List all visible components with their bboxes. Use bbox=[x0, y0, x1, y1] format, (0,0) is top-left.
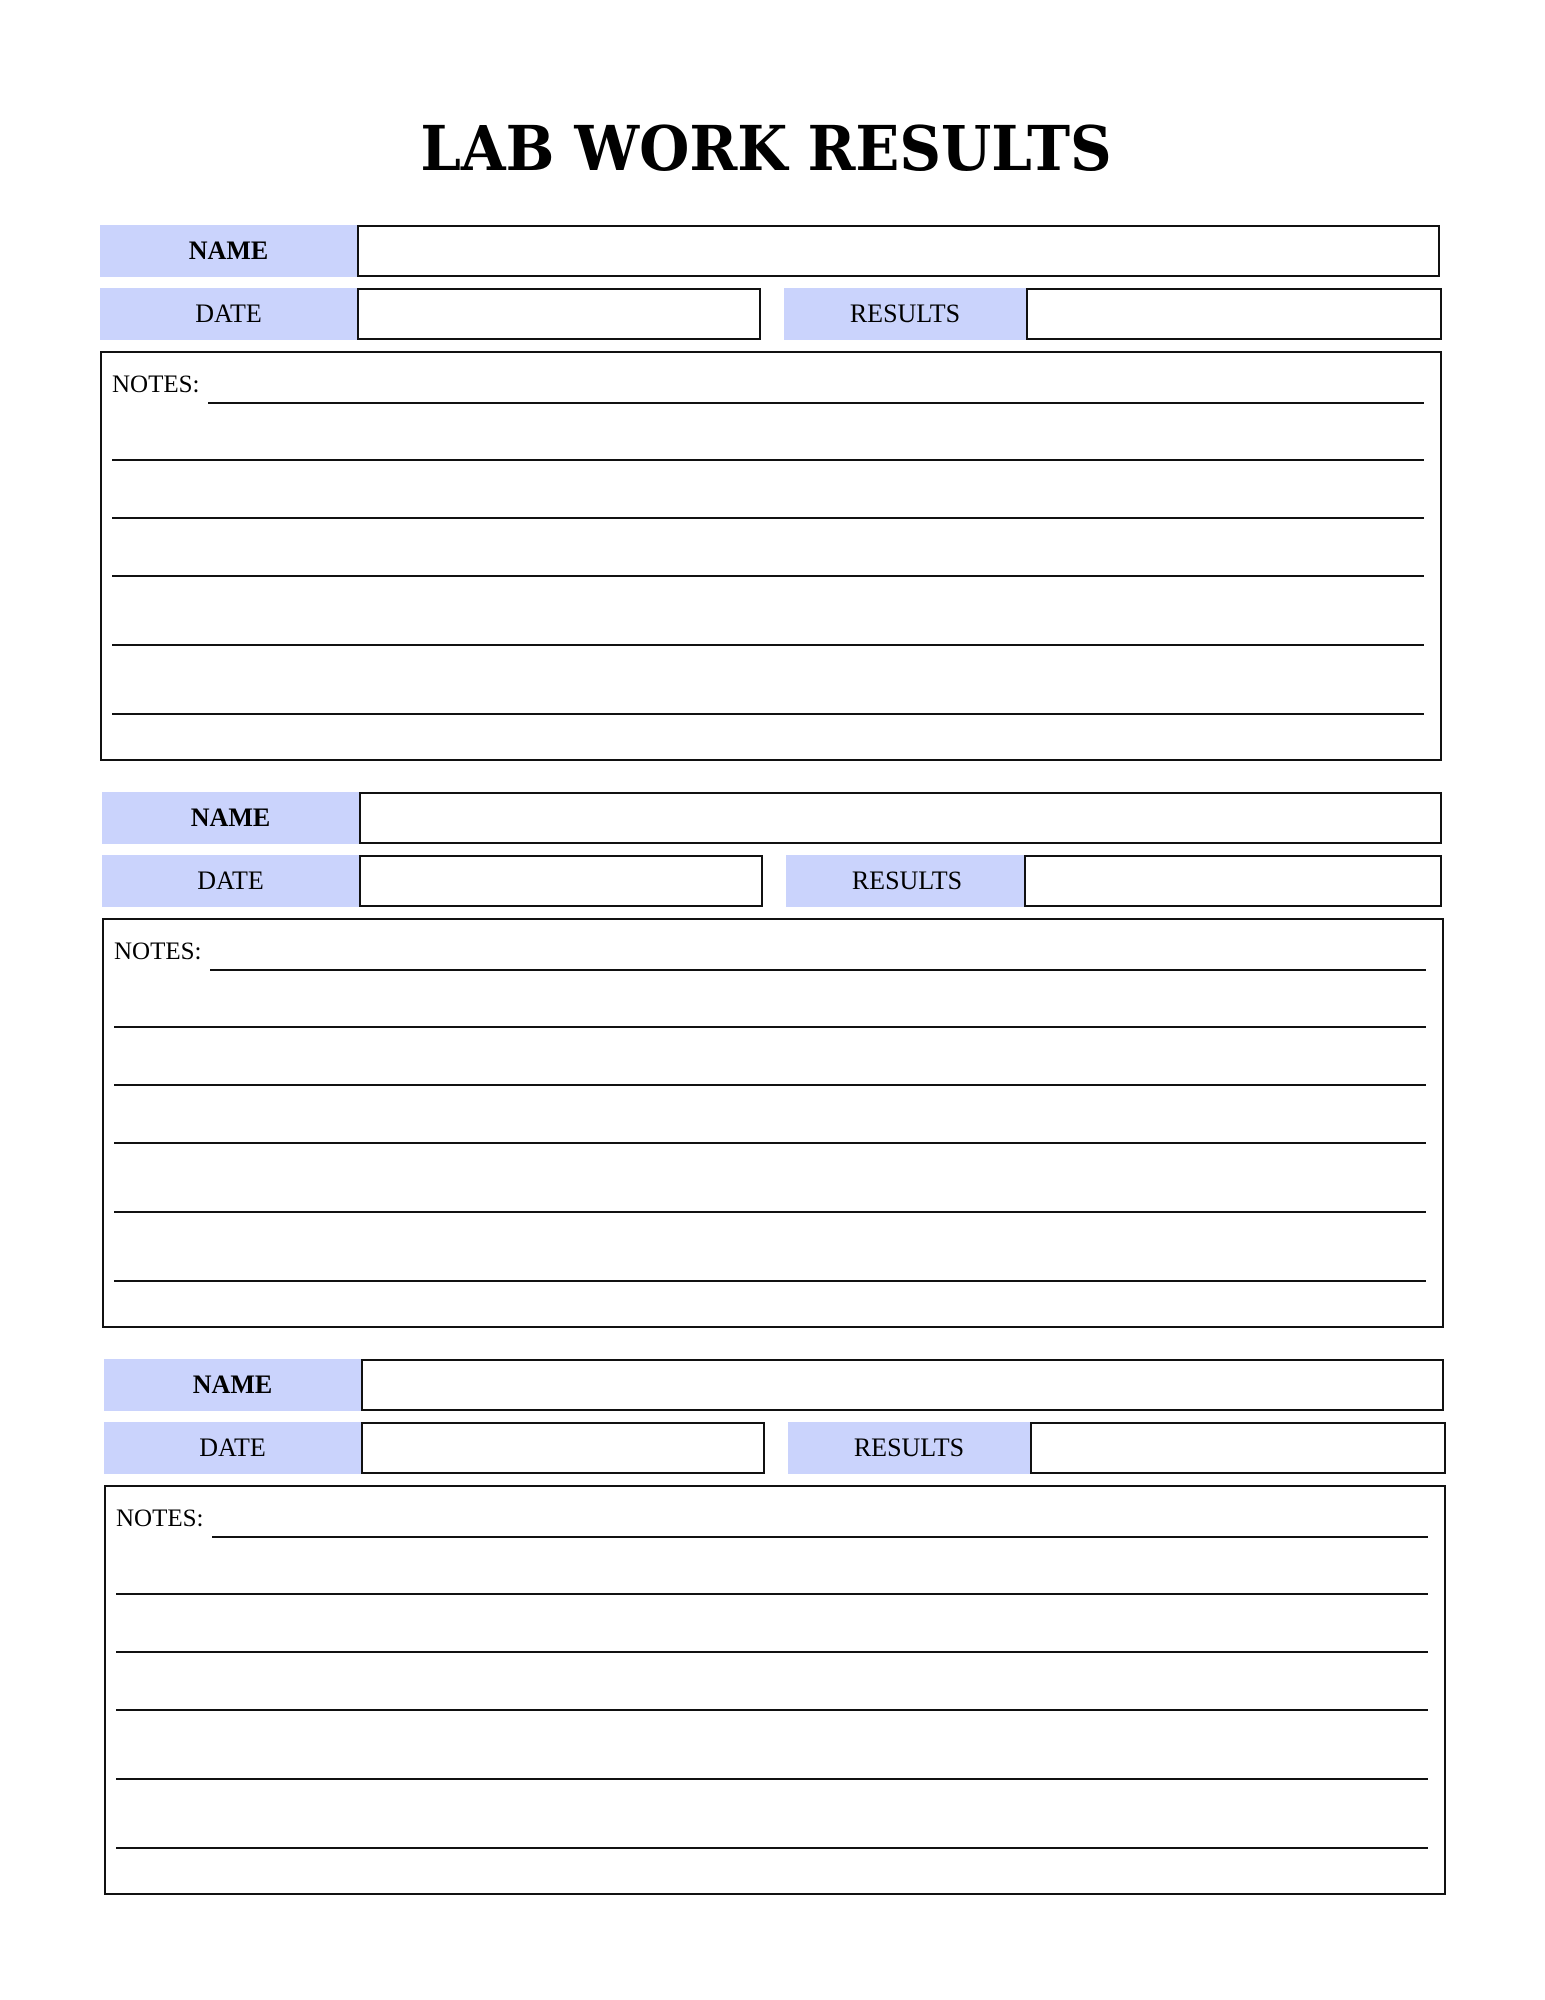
name-field[interactable] bbox=[357, 225, 1440, 277]
note-line[interactable] bbox=[114, 1280, 1426, 1282]
notes-box[interactable] bbox=[102, 918, 1444, 1328]
results-label: RESULTS bbox=[784, 288, 1026, 340]
note-line[interactable] bbox=[112, 459, 1424, 461]
notes-label: NOTES: bbox=[114, 938, 202, 965]
page-title: LAB WORK RESULTS bbox=[420, 112, 1112, 185]
note-line[interactable] bbox=[212, 1536, 1428, 1538]
lab-entry-section-3 bbox=[104, 1359, 1449, 1899]
note-line[interactable] bbox=[112, 575, 1424, 577]
lab-entry-section-1 bbox=[100, 225, 1445, 765]
note-line[interactable] bbox=[114, 1211, 1426, 1213]
note-line[interactable] bbox=[208, 402, 1424, 404]
note-line[interactable] bbox=[112, 517, 1424, 519]
results-field[interactable] bbox=[1030, 1422, 1446, 1474]
name-label: NAME bbox=[100, 225, 357, 277]
results-label: RESULTS bbox=[788, 1422, 1030, 1474]
date-label: DATE bbox=[104, 1422, 361, 1474]
name-field[interactable] bbox=[361, 1359, 1444, 1411]
name-label: NAME bbox=[102, 792, 359, 844]
notes-box[interactable] bbox=[104, 1485, 1446, 1895]
results-field[interactable] bbox=[1024, 855, 1442, 907]
note-line[interactable] bbox=[210, 969, 1426, 971]
note-line[interactable] bbox=[116, 1651, 1428, 1653]
lab-entry-section-2 bbox=[102, 792, 1447, 1332]
date-label: DATE bbox=[102, 855, 359, 907]
note-line[interactable] bbox=[112, 713, 1424, 715]
notes-label: NOTES: bbox=[116, 1505, 204, 1532]
results-label: RESULTS bbox=[786, 855, 1028, 907]
date-field[interactable] bbox=[359, 855, 763, 907]
results-field[interactable] bbox=[1026, 288, 1442, 340]
note-line[interactable] bbox=[116, 1778, 1428, 1780]
note-line[interactable] bbox=[114, 1026, 1426, 1028]
notes-label: NOTES: bbox=[112, 371, 200, 398]
note-line[interactable] bbox=[116, 1847, 1428, 1849]
note-line[interactable] bbox=[114, 1142, 1426, 1144]
date-field[interactable] bbox=[361, 1422, 765, 1474]
name-field[interactable] bbox=[359, 792, 1442, 844]
date-field[interactable] bbox=[357, 288, 761, 340]
name-label: NAME bbox=[104, 1359, 361, 1411]
date-label: DATE bbox=[100, 288, 357, 340]
note-line[interactable] bbox=[112, 644, 1424, 646]
note-line[interactable] bbox=[114, 1084, 1426, 1086]
note-line[interactable] bbox=[116, 1709, 1428, 1711]
notes-box[interactable] bbox=[100, 351, 1442, 761]
note-line[interactable] bbox=[116, 1593, 1428, 1595]
